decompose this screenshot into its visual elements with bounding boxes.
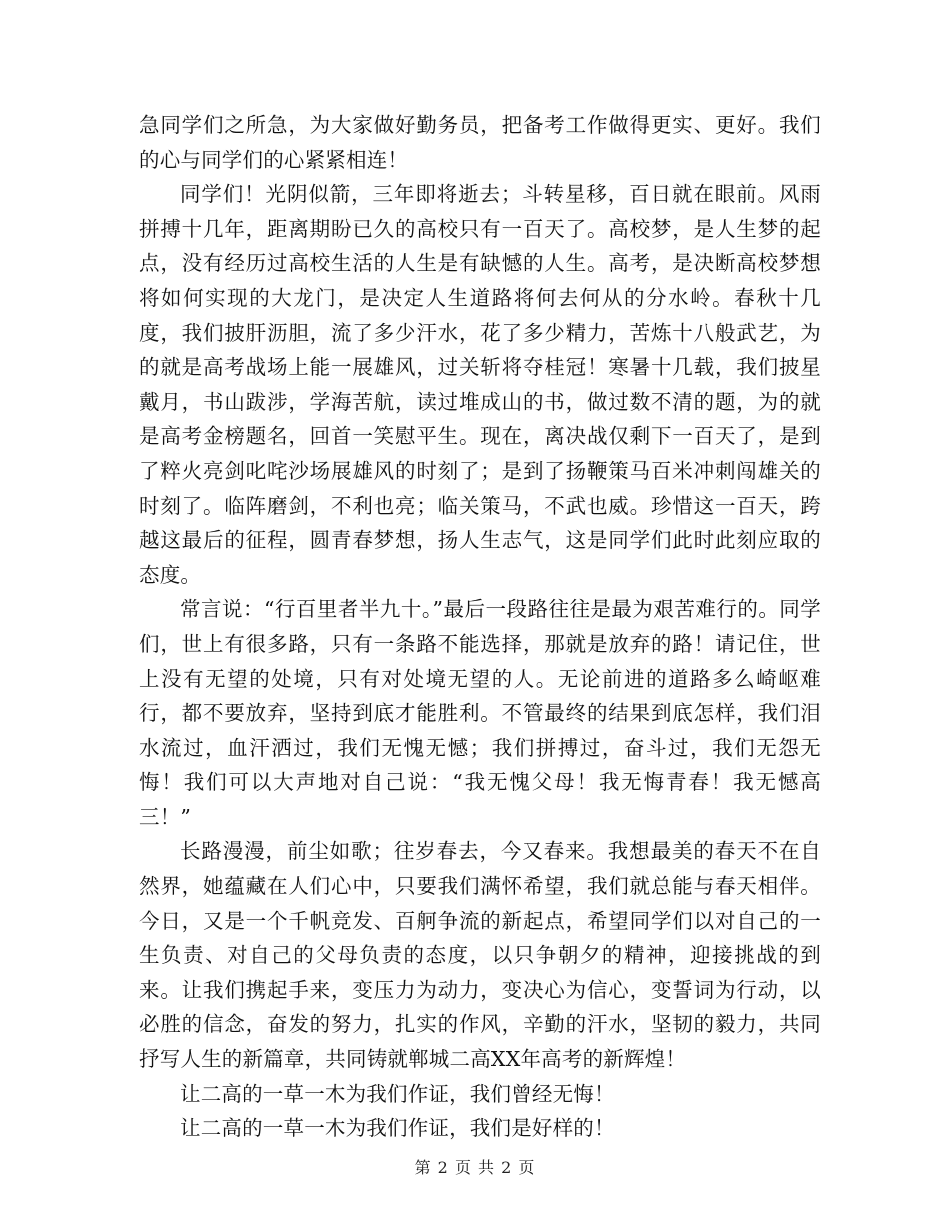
paragraph-countdown: 同学们！光阴似箭，三年即将逝去；斗转星移，百日就在眼前。风雨拼搏十几年，距离期盼已久的高校只有一百天了。高校梦，是人生梦的起点，没有经历过高校生活的人生是有缺憾的人生。高考，是决断高校梦想将如何实现的大龙门，是决定人生道路将何去何从的分水岭。春秋十几度，我们披肝沥胆，流了多少汗水，花了多少精力，苦炼十八般武艺，为的就是高考战场上能一展雄风，过关斩将夺桂冠！寒暑十几载，我们披星戴月，书山跋涉，学海苦航，读过堆成山的书，做过数不清的题，为的就是高考金榜题名，回首一笑慰平生。现在，离决战仅剩下一百天了，是到了粹火亮剑叱咤沙场展雄风的时刻了；是到了扬鞭策马百米冲刺闯雄关的时刻了。临阵磨剑，不利也亮；临关策马，不武也威。珍惜这一百天，跨越这最后的征程，圆青春梦想，扬人生志气，这是同学们此时此刻应取的态度。: [139, 182, 821, 587]
paragraph-spring: 长路漫漫，前尘如歌；往岁春去，今又春来。我想最美的春天不在自然界，她蕴藏在人们心中，只要我们满怀希望，我们就总能与春天相伴。今日，又是一个千帆竞发、百舸争流的新起点，希望同学们以对自己的一生负责、对自己的父母负责的态度，以只争朝夕的精神，迎接挑战的到来。让我们携起手来，变压力为动力，变决心为信心，变誓词为行动，以必胜的信念，奋发的努力，扎实的作风，辛勤的汗水，坚韧的毅力，共同抒写人生的新篇章，共同铸就郸城二高XX年高考的新辉煌！: [139, 839, 821, 1072]
paragraph-pledge-2: 让二高的一草一木为我们作证，我们是好样的！: [180, 1116, 615, 1141]
document-body: [139, 108, 821, 1146]
paragraph-continuation: 急同学们之所急，为大家做好勤务员，把备考工作做得更实、更好。我们的心与同学们的心紧紧相连！: [139, 113, 821, 172]
page-number-footer: 第 2 页 共 2 页: [414, 1158, 536, 1177]
paragraph-pledge-1: 让二高的一草一木为我们作证，我们曾经无悔！: [180, 1081, 615, 1106]
paragraph-perseverance: 常言说：“行百里者半九十。”最后一段路往往是最为艰苦难行的。同学们，世上有很多路，只有一条路不能选择，那就是放弃的路！请记住，世上没有无望的处境，只有对处境无望的人。无论前进的道路多么崎岖难行，都不要放弃，坚持到底才能胜利。不管最终的结果到底怎样，我们泪水流过，血汗洒过，我们无愧无憾；我们拼搏过，奋斗过，我们无怨无悔！我们可以大声地对自己说：“我无愧父母！我无悔青春！我无憾高三！”: [139, 597, 821, 829]
